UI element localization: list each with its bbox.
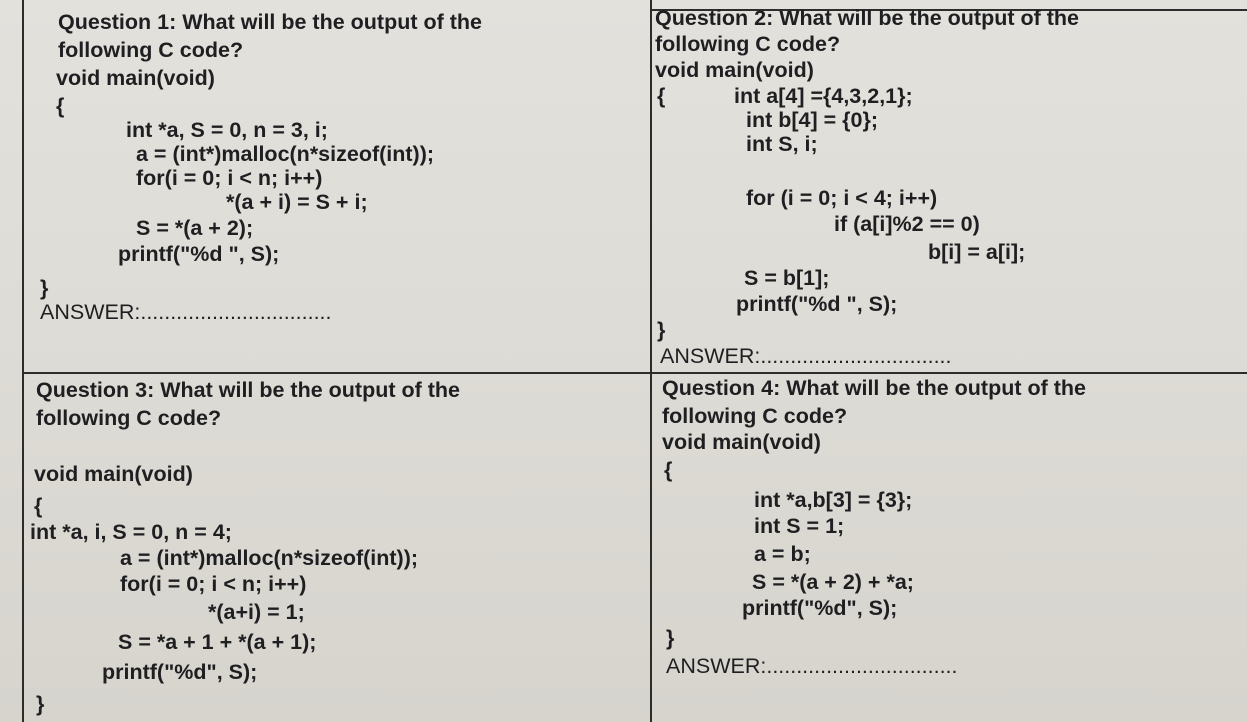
table-border-left — [22, 0, 24, 722]
q1-close-brace: } — [40, 276, 49, 300]
q3-close-brace: } — [36, 692, 45, 716]
q1-answer-field[interactable]: ANSWER:................................ — [40, 300, 332, 324]
q1-title-line1: Question 1: What will be the output of the — [58, 10, 482, 34]
q3-code-line: *(a+i) = 1; — [208, 600, 305, 624]
table-border-middle-left — [22, 372, 652, 374]
q3-code-line: for(i = 0; i < n; i++) — [120, 572, 307, 596]
q4-close-brace: } — [666, 626, 675, 650]
q3-code-line: printf("%d", S); — [102, 660, 258, 684]
q1-code-line: printf("%d ", S); — [118, 242, 280, 266]
q2-code-line: int b[4] = {0}; — [746, 108, 879, 132]
q4-code-line: printf("%d", S); — [742, 596, 898, 620]
q2-main-signature: void main(void) — [655, 58, 814, 82]
q3-main-signature: void main(void) — [34, 462, 193, 486]
q2-code-line: for (i = 0; i < 4; i++) — [746, 186, 938, 210]
q1-code-line: for(i = 0; i < n; i++) — [136, 166, 323, 190]
q4-code-line: S = *(a + 2) + *a; — [752, 570, 914, 594]
q1-open-brace: { — [56, 94, 65, 118]
table-border-middle-right — [650, 372, 1247, 374]
q1-code-line: *(a + i) = S + i; — [226, 190, 368, 214]
q2-code-line: S = b[1]; — [744, 266, 830, 290]
q4-code-line: a = b; — [754, 542, 811, 566]
q2-title-line1: Question 2: What will be the output of the — [655, 6, 1079, 30]
q4-code-line: int *a,b[3] = {3}; — [754, 488, 913, 512]
q4-open-brace: { — [664, 458, 673, 482]
q4-code-line: int S = 1; — [754, 514, 845, 538]
q3-open-brace: { — [34, 494, 43, 518]
q1-code-line: a = (int*)malloc(n*sizeof(int)); — [136, 142, 435, 166]
q3-title-line2: following C code? — [36, 406, 222, 430]
q2-close-brace: } — [657, 318, 666, 342]
q3-code-line: int *a, i, S = 0, n = 4; — [30, 520, 232, 544]
q3-title-line1: Question 3: What will be the output of the — [36, 378, 460, 402]
q1-main-signature: void main(void) — [56, 66, 215, 90]
q1-code-line: S = *(a + 2); — [136, 216, 254, 240]
table-border-center — [650, 0, 652, 722]
q2-title-line2: following C code? — [655, 32, 841, 56]
q4-title-line1: Question 4: What will be the output of the — [662, 376, 1086, 400]
q2-open-brace: { — [657, 84, 666, 108]
q4-main-signature: void main(void) — [662, 430, 821, 454]
q2-code-line: int a[4] ={4,3,2,1}; — [734, 84, 913, 108]
q4-title-line2: following C code? — [662, 404, 848, 428]
q2-code-line: if (a[i]%2 == 0) — [834, 212, 980, 236]
q3-code-line: S = *a + 1 + *(a + 1); — [118, 630, 317, 654]
q2-code-line: b[i] = a[i]; — [928, 240, 1026, 264]
q2-code-line: printf("%d ", S); — [736, 292, 898, 316]
q1-code-line: int *a, S = 0, n = 3, i; — [126, 118, 328, 142]
q3-code-line: a = (int*)malloc(n*sizeof(int)); — [120, 546, 419, 570]
q2-answer-field[interactable]: ANSWER:................................ — [660, 344, 952, 368]
q1-title-line2: following C code? — [58, 38, 244, 62]
q4-answer-field[interactable]: ANSWER:................................ — [666, 654, 958, 678]
q2-code-line: int S, i; — [746, 132, 818, 156]
